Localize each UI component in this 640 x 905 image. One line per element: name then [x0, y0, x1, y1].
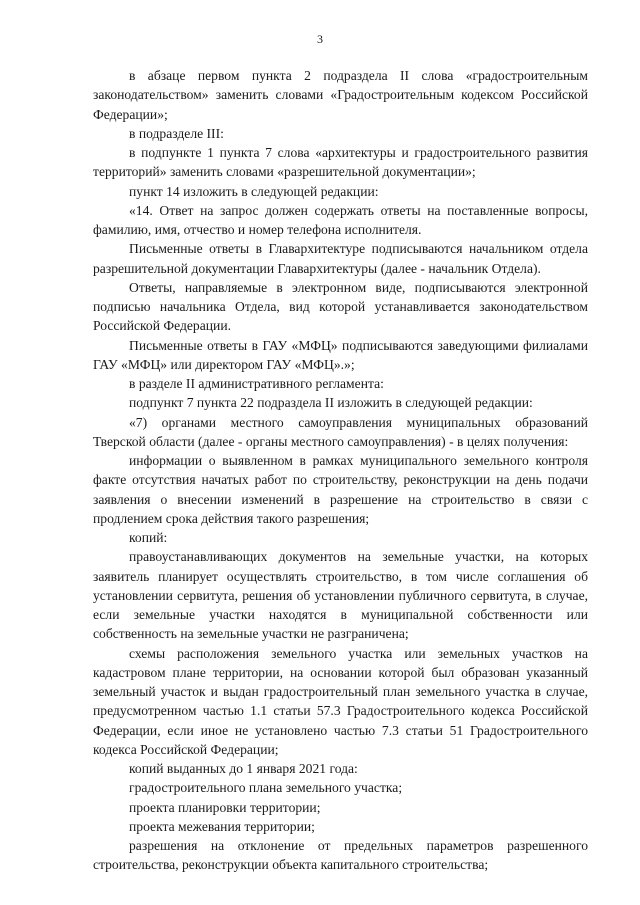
paragraph: «7) органами местного самоуправления муниципальных образований Тверской области (далее - органы местного самоуправления) - в целях получения:	[93, 414, 588, 449]
paragraph: «14. Ответ на запрос должен содержать ответы на поставленные вопросы, фамилию, имя, отчество и номер телефона исполнителя.	[93, 202, 588, 237]
paragraph: схемы расположения земельного участка или земельных участков на кадастровом плане территории, на основании которой был образован указанный земельный участок и выдан градостроительный план земельного участка в случае, предусмотренном частью 1.1 статьи 57.3 Градостроительного кодекса Российской Федерации, если иное не установлено частью 7.3 статьи 51 Градостроительного кодекса Российской Федерации;	[93, 645, 588, 757]
paragraph: Ответы, направляемые в электронном виде, подписываются электронной подписью начальника Отдела, вид которой устанавливается законодательством Российской Федерации.	[93, 279, 588, 334]
paragraph: проекта межевания территории;	[129, 818, 315, 834]
paragraph: в абзаце первом пункта 2 подраздела II слова «градостроительным законодательством» заменить словами «Градостроительным кодексом Российской Федерации»;	[93, 68, 588, 122]
document-body	[93, 66, 588, 875]
paragraph: разрешения на отклонение от предельных параметров разрешенного строительства, реконструкции объекта капитального строительства;	[93, 838, 588, 873]
paragraph: Письменные ответы в ГАУ «МФЦ» подписываются заведующими филиалами ГАУ «МФЦ» или директором ГАУ «МФЦ».»;	[93, 337, 588, 372]
paragraph: в подпункте 1 пункта 7 слова «архитектуры и градостроительного развития территорий» заменить словами «разрешительной документации»;	[93, 145, 588, 180]
page-number: 3	[317, 32, 323, 46]
paragraph: в подразделе III:	[129, 125, 224, 141]
paragraph: копий:	[129, 530, 168, 545]
paragraph: информации о выявленном в рамках муниципального земельного контроля факте отсутствия начатых работ по строительству, реконструкции на день подачи заявления о внесении изменений в разрешение на строительство в связи с продлением срока действия такого разрешения;	[93, 453, 588, 526]
paragraph: градостроительного плана земельного участка;	[129, 780, 403, 796]
paragraph: правоустанавливающих документов на земельные участки, на которых заявитель планирует осуществлять строительство, в том числе соглашения об установлении сервитута, решения об установлении публичного сервитута, в случае, если земельные участки находятся в муниципальной собственности или собственность на земельные участки не разграничена;	[93, 549, 588, 642]
paragraph: пункт 14 изложить в следующей редакции:	[129, 183, 379, 199]
paragraph: подпункт 7 пункта 22 подраздела II изложить в следующей редакции:	[129, 395, 533, 411]
paragraph: в разделе II административного регламента:	[129, 376, 384, 391]
paragraph: проекта планировки территории;	[129, 799, 321, 815]
paragraph: Письменные ответы в Главархитектуре подписываются начальником отдела разрешительной документации Главархитектуры (далее - начальник Отдела).	[93, 241, 588, 276]
paragraph: копий выданных до 1 января 2021 года:	[129, 761, 358, 776]
